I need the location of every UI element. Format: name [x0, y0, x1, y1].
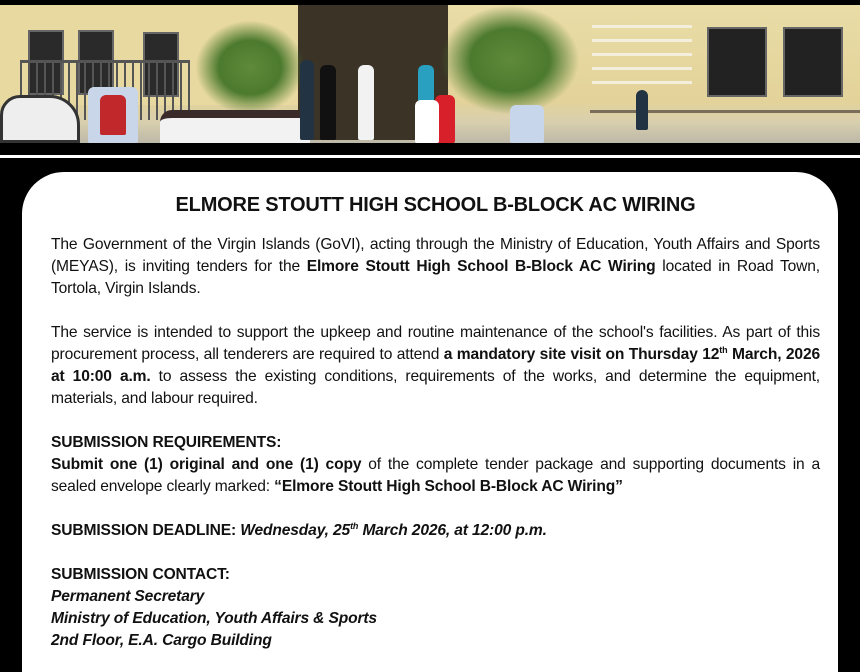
notice-title: ELMORE STOUTT HIGH SCHOOL B-BLOCK AC WIRING	[175, 194, 696, 216]
intro-location: located in Road Town, Tortola, Virgin Islands.	[51, 258, 820, 297]
contact-line: 2nd Floor, E.A. Cargo Building	[51, 632, 272, 649]
requirements-text: of the complete tender package and supporting documents in a sealed envelope clearly marked:	[51, 456, 820, 495]
envelope-marking: “Elmore Stoutt High School B-Block AC Wiring”	[274, 478, 623, 495]
contact-heading: SUBMISSION CONTACT:	[51, 566, 230, 583]
tender-notice-card	[22, 172, 838, 672]
intro-text: The Government of the Virgin Islands (GoVI), acting through the Ministry of Education, Youth Affairs and Sports (MEYAS), is inviting tenders for the	[51, 236, 820, 275]
deadline-day: Wednesday, 25	[236, 522, 351, 539]
contact-line: Permanent Secretary	[51, 588, 205, 605]
contact-section	[51, 564, 820, 652]
service-paragraph	[51, 322, 820, 410]
requirements-copies: Submit one (1) original and one (1) copy	[51, 456, 362, 473]
site-visit-time: March, 2026 at 10:00 a.m.	[51, 346, 820, 385]
deadline-time: March 2026, at 12:00 p.m.	[358, 522, 547, 539]
intro-paragraph	[51, 234, 820, 300]
divider-line	[0, 155, 860, 158]
site-visit-text: a mandatory site visit on Thursday 12	[443, 346, 720, 363]
service-purpose: to assess the existing conditions, requirements of the works, and determine the equipment, materials, and labour required.	[51, 368, 820, 407]
deadline-ordinal: th	[350, 520, 359, 531]
deadline-label: SUBMISSION DEADLINE:	[51, 522, 237, 539]
site-visit-ordinal: th	[719, 344, 728, 355]
requirements-section	[51, 432, 820, 498]
header-photo-school	[0, 5, 860, 143]
contact-line: Ministry of Education, Youth Affairs & Sports	[51, 610, 377, 627]
service-text: The service is intended to support the upkeep and routine maintenance of the school's facilities. As part of this procurement process, all tenderers are required to attend	[51, 324, 820, 363]
deadline-section	[51, 520, 820, 542]
requirements-heading: SUBMISSION REQUIREMENTS:	[51, 434, 282, 451]
project-name: Elmore Stoutt High School B-Block AC Wiring	[306, 258, 656, 275]
